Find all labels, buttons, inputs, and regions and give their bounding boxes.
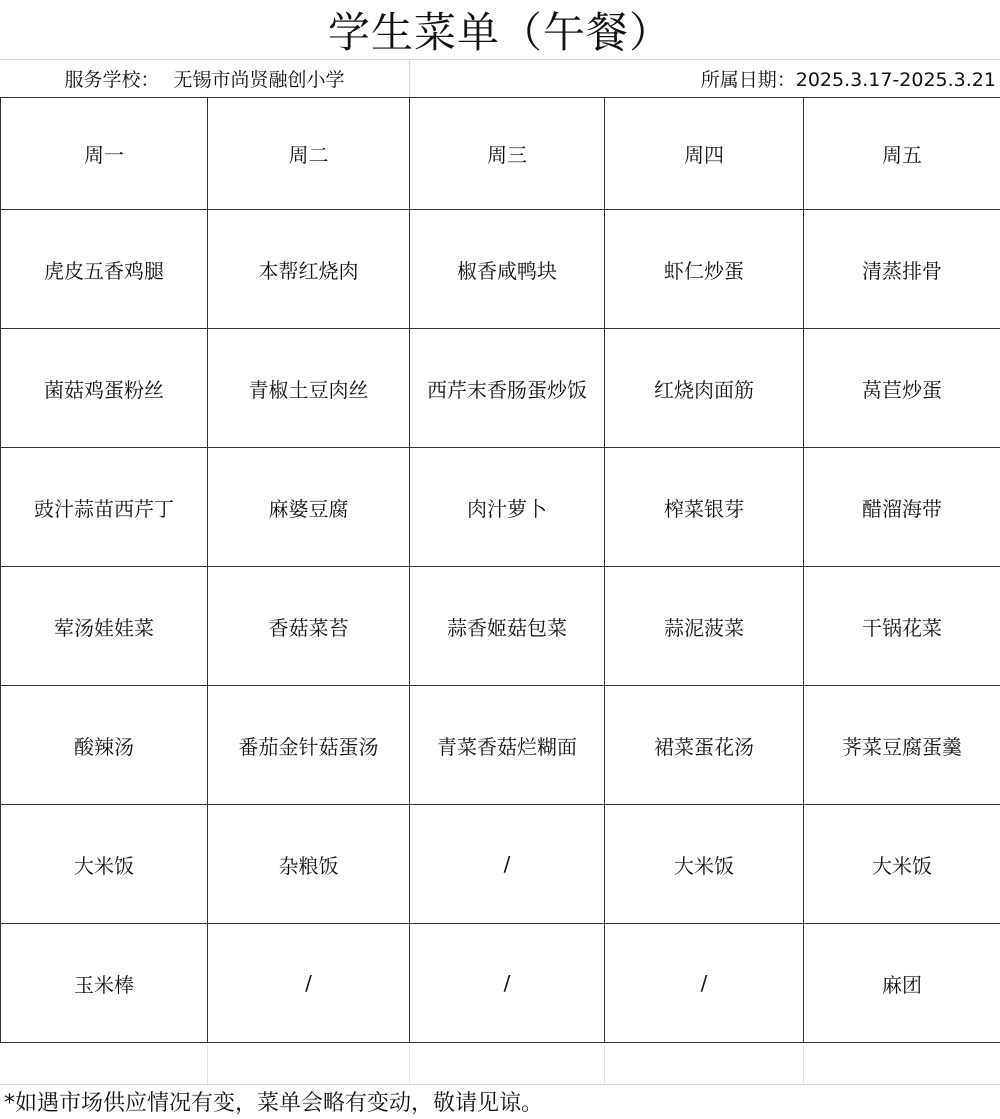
table-row <box>1 448 1000 567</box>
page-title: 学生菜单（午餐） <box>0 0 1000 60</box>
weekday-header: 周五 <box>804 98 1000 210</box>
grid-line <box>604 1046 605 1084</box>
dish-cell: 大米饭 <box>1 805 208 924</box>
dish-cell: / <box>605 924 804 1043</box>
info-row <box>0 60 1000 97</box>
dish-cell: 红烧肉面筋 <box>605 329 804 448</box>
weekday-header: 周一 <box>1 98 208 210</box>
school-name: 无锡市尚贤融创小学 <box>173 69 345 91</box>
dish-cell: 西芹末香肠蛋炒饭 <box>410 329 605 448</box>
dish-cell: 本帮红烧肉 <box>208 210 410 329</box>
dish-cell: 麻婆豆腐 <box>208 448 410 567</box>
table-row <box>1 924 1000 1043</box>
dish-cell: 虾仁炒蛋 <box>605 210 804 329</box>
date-range: 所属日期：2025.3.17-2025.3.21 <box>700 69 996 91</box>
table-row <box>1 805 1000 924</box>
weekday-header: 周四 <box>605 98 804 210</box>
weekday-header: 周二 <box>208 98 410 210</box>
dish-cell: 杂粮饭 <box>208 805 410 924</box>
dish-cell: 大米饭 <box>605 805 804 924</box>
school-info <box>0 60 410 97</box>
dish-cell: 麻团 <box>804 924 1000 1043</box>
dish-cell: 荠菜豆腐蛋羹 <box>804 686 1000 805</box>
dish-cell: 裙菜蛋花汤 <box>605 686 804 805</box>
grid-line <box>207 1046 208 1084</box>
dish-cell: 醋溜海带 <box>804 448 1000 567</box>
table-row <box>1 686 1000 805</box>
table-row <box>1 329 1000 448</box>
dish-cell: 酸辣汤 <box>1 686 208 805</box>
dish-cell: 肉汁萝卜 <box>410 448 605 567</box>
menu-table <box>0 97 1000 1043</box>
dish-cell: 青椒土豆肉丝 <box>208 329 410 448</box>
weekday-header-row <box>1 98 1000 210</box>
dish-cell: 大米饭 <box>804 805 1000 924</box>
grid-line <box>409 1046 410 1084</box>
dish-cell: / <box>410 805 605 924</box>
dish-cell: 蒜泥菠菜 <box>605 567 804 686</box>
footnote: *如遇市场供应情况有变，菜单会略有变动，敬请见谅。 <box>4 1091 544 1116</box>
dish-cell: 玉米棒 <box>1 924 208 1043</box>
dish-cell: / <box>208 924 410 1043</box>
dish-cell: 清蒸排骨 <box>804 210 1000 329</box>
dish-cell: 番茄金针菇蛋汤 <box>208 686 410 805</box>
dish-cell: 香菇菜苔 <box>208 567 410 686</box>
dish-cell: 菌菇鸡蛋粉丝 <box>1 329 208 448</box>
dish-cell: 青菜香菇烂糊面 <box>410 686 605 805</box>
dish-cell: 椒香咸鸭块 <box>410 210 605 329</box>
dish-cell: 豉汁蒜苗西芹丁 <box>1 448 208 567</box>
dish-cell: 荤汤娃娃菜 <box>1 567 208 686</box>
dish-cell: 莴苣炒蛋 <box>804 329 1000 448</box>
weekday-header: 周三 <box>410 98 605 210</box>
blank-row <box>0 1046 1000 1084</box>
dish-cell: 干锅花菜 <box>804 567 1000 686</box>
dish-cell: / <box>410 924 605 1043</box>
table-row <box>1 210 1000 329</box>
grid-line <box>803 1046 804 1084</box>
school-label: 服务学校： <box>64 69 160 91</box>
dish-cell: 蒜香姬菇包菜 <box>410 567 605 686</box>
table-row <box>1 567 1000 686</box>
dish-cell: 虎皮五香鸡腿 <box>1 210 208 329</box>
dish-cell: 榨菜银芽 <box>605 448 804 567</box>
